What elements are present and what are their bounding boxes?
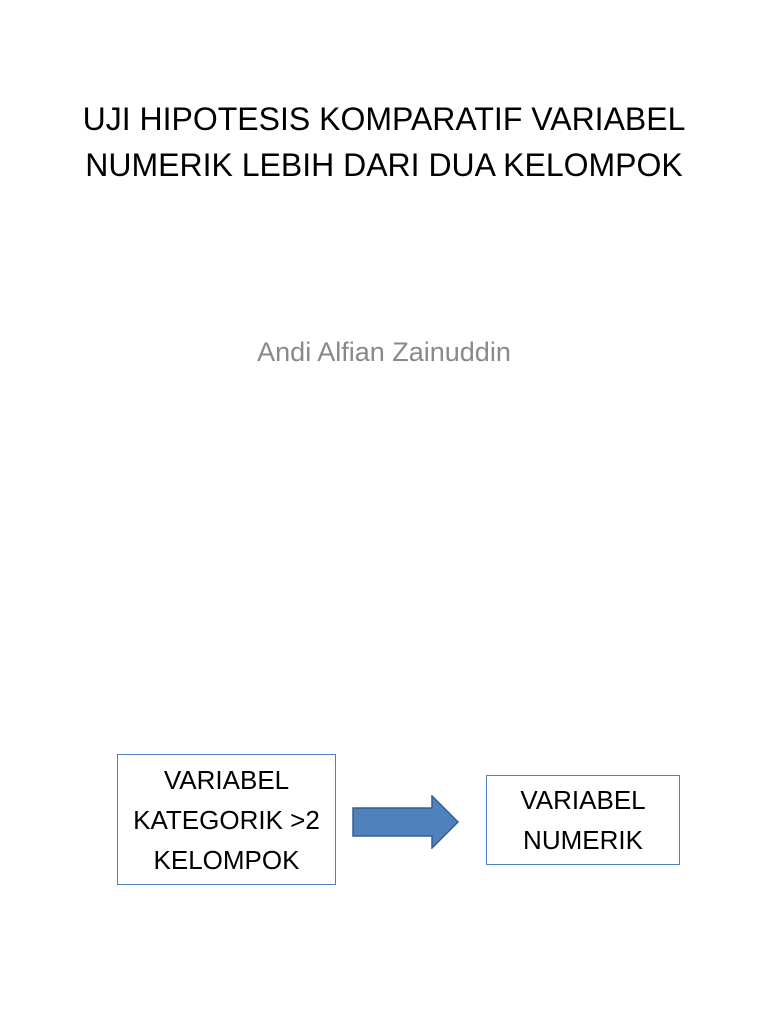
numeric-variable-box — [486, 775, 680, 865]
box-text-line: KELOMPOK — [153, 844, 300, 875]
categorical-variable-box — [117, 754, 336, 885]
box-text-line: VARIABEL — [163, 764, 290, 795]
slide-title-line: NUMERIK LEBIH DARI DUA KELOMPOK — [85, 147, 683, 183]
right-arrow-icon — [352, 795, 460, 849]
box-text-line: NUMERIK — [523, 825, 643, 855]
slide-title — [40, 96, 728, 188]
arrow-shape — [353, 796, 458, 848]
slide-subtitle: Andi Alfian Zainuddin — [257, 337, 511, 367]
box-text-line: VARIABEL — [520, 785, 646, 815]
box-text-line: KATEGORIK >2 — [133, 804, 320, 835]
slide-title-line: UJI HIPOTESIS KOMPARATIF VARIABEL — [82, 101, 686, 137]
